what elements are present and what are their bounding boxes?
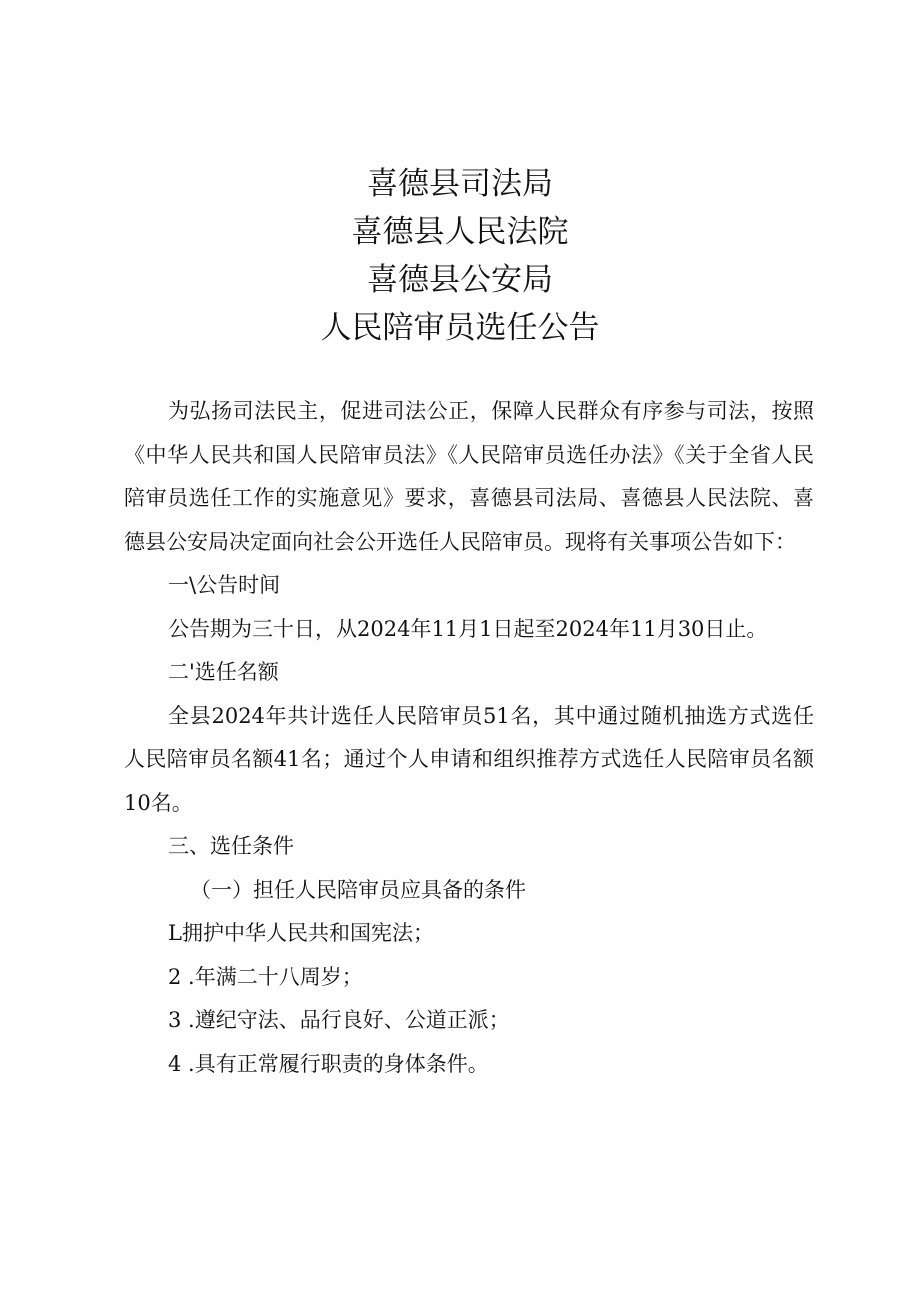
section-heading-quota: 二'选任名额	[168, 660, 279, 684]
list-item: 2 .年满二十八周岁；	[168, 964, 363, 989]
section-heading-conditions: 三、选任条件	[168, 834, 294, 858]
section-heading-announcement-period: 一\公告时间	[168, 573, 281, 597]
section-text-quota: 全县2024年共计选任人民陪审员51名，其中通过随机抽选方式选任人民陪审员名额41名；通过个人申请和组织推荐方式选任人民陪审员名额10名。	[124, 703, 814, 815]
list-item: 4 .具有正常履行职责的身体条件。	[168, 1051, 489, 1076]
list-item: 3 .遵纪守法、品行良好、公道正派；	[168, 1008, 510, 1032]
subsection-heading-requirements: （一）担任人民陪审员应具备的条件	[190, 877, 526, 902]
title-announcement: 人民陪审员选任公告	[320, 310, 600, 346]
title-issuer-court: 喜德县人民法院	[351, 214, 569, 250]
title-issuer-justice-bureau: 喜德县司法局	[367, 166, 553, 202]
list-item: L拥护中华人民共和国宪法；	[168, 921, 434, 945]
intro-paragraph: 为弘扬司法民主，促进司法公正，保障人民群众有序参与司法，按照《中华人民共和国人民陪审员法》《人民陪审员选任办法》《关于全省人民陪审员选任工作的实施意见》要求，喜德县司法局、喜德县人民法院、喜德县公安局决定面向社会公开选任人民陪审员。现将有关事项公告如下：	[124, 399, 814, 554]
title-issuer-police: 喜德县公安局	[367, 262, 553, 298]
document-body	[124, 390, 814, 1086]
section-text-announcement-period: 公告期为三十日，从2024年11月1日起至2024年11月30日止。	[168, 616, 768, 641]
document-title	[0, 160, 920, 352]
